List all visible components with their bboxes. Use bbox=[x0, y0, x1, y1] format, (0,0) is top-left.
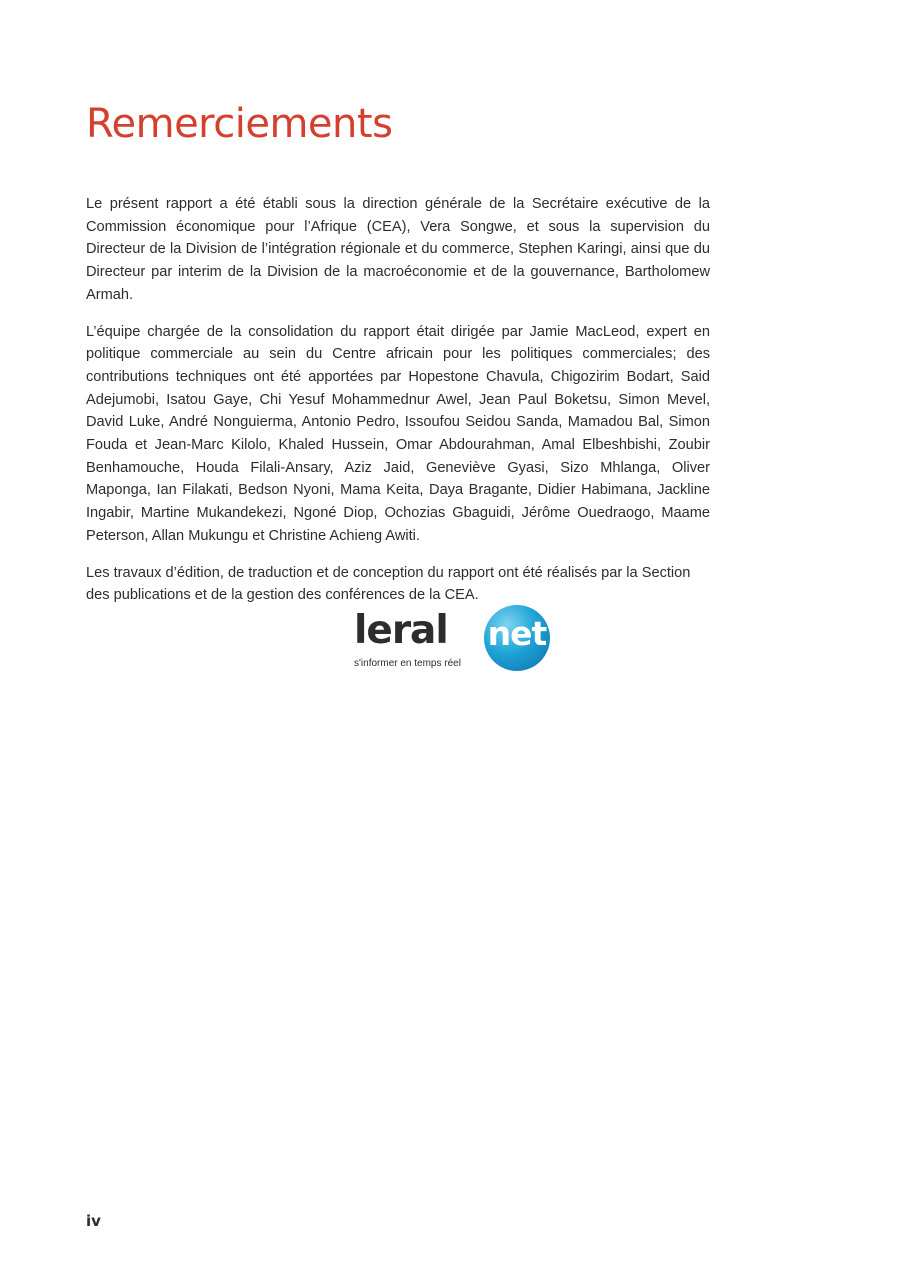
paragraph-team: L’équipe chargée de la consolidation du rapport était dirigée par Jamie MacLeod, expert en politique commerciale au sein du Centre africain pour les politiques commerciales; des contributions techniques ont été apportées par Hopestone Chavula, Chigozirim Bodart, Said Adejumobi, Isatou Gaye, Chi Yesuf Mohammednur Awel, Jean Paul Boketsu, Simon Mevel, David Luke, André Nonguierma, Antonio Pedro, Issoufou Seidou Sanda, Mamadou Bal, Simon Fouda et Jean-Marc Kilolo, Khaled Hussein, Omar Abdourahman, Amal Elbeshbishi, Zoubir Benhamouche, Houda Filali-Ansary, Aziz Jaid, Geneviève Gyasi, Sizo Mhlanga, Oliver Maponga, Ian Filakati, Bedson Nyoni, Mama Keita, Daya Bragante, Didier Habimana, Jackline Ingabir, Martine Mukandekezi, Ngoné Diop, Ochozias Gbaguidi, Jérôme Ouedraogo, Maame Peterson, Allan Mukungu et Christine Achieng Awiti. bbox=[86, 323, 710, 544]
page-title: Remerciements bbox=[86, 101, 393, 147]
logo-badge-text: net bbox=[487, 614, 547, 653]
logo-badge bbox=[484, 605, 550, 671]
page-number: iv bbox=[86, 1212, 101, 1230]
logo-word: leral bbox=[354, 608, 448, 653]
body-text bbox=[86, 193, 710, 621]
leralnet-logo bbox=[354, 605, 550, 675]
paragraph-direction: Le présent rapport a été établi sous la direction générale de la Secrétaire exécutive de la Commission économique pour l’Afrique (CEA), Vera Songwe, et sous la supervision du Directeur de la Division de l’intégration régionale et du commerce, Stephen Karingi, ainsi que du Directeur par interim de la Division de la macroéconomie et de la gouvernance, Bartholomew Armah. bbox=[86, 196, 710, 303]
paragraph-editing: Les travaux d’édition, de traduction et de conception du rapport ont été réalisés par la Section des publications et de la gestion des conférences de la CEA. bbox=[86, 564, 691, 604]
logo-tagline: s'informer en temps réel bbox=[354, 658, 461, 669]
